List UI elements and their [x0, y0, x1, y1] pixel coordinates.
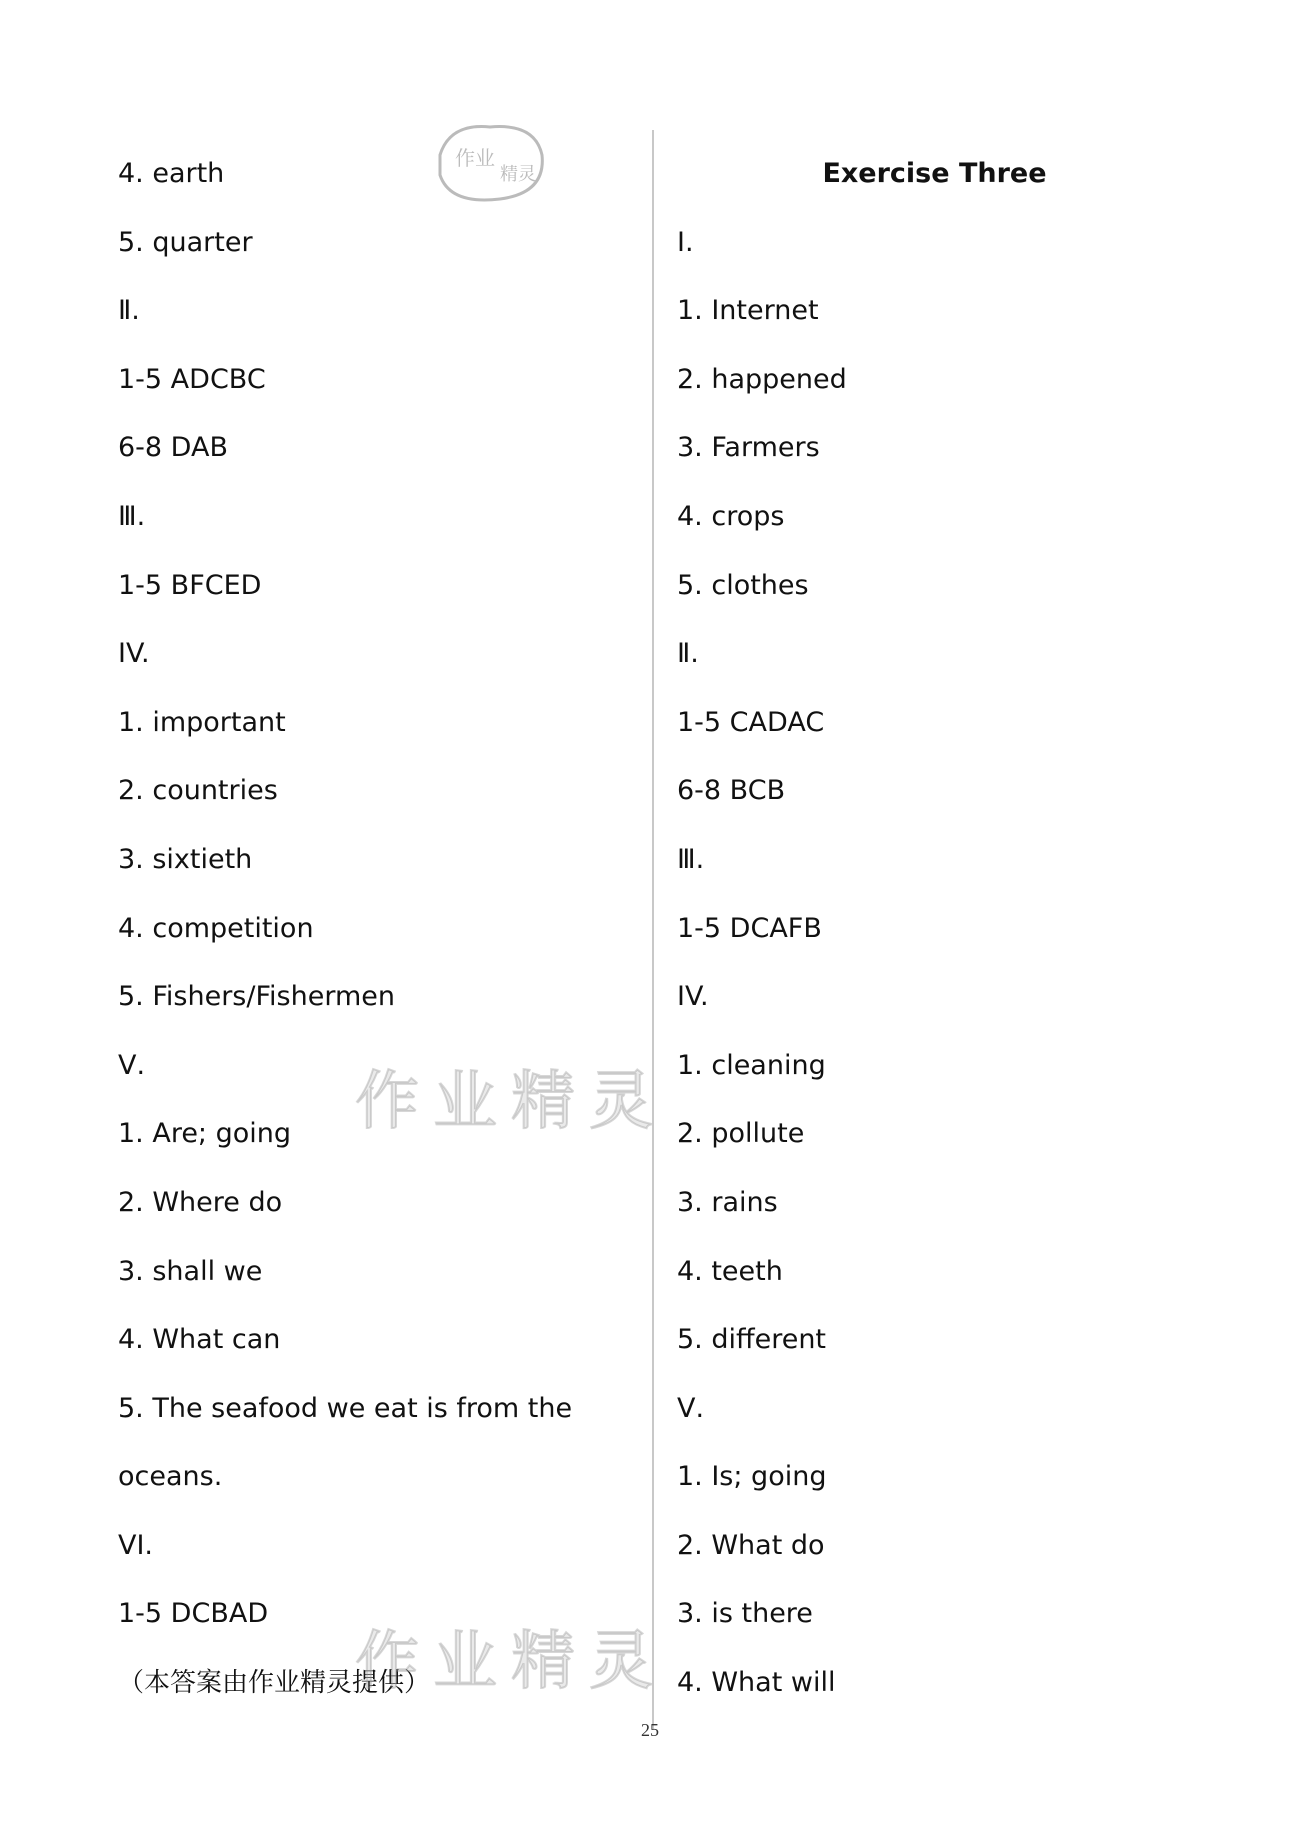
answer-line: 4. crops	[677, 500, 785, 532]
answer-line: 2. Where do	[118, 1186, 283, 1218]
answer-line: 1-5 DCBAD	[118, 1598, 269, 1630]
section-number: Ⅱ.	[118, 295, 140, 327]
left-answer-column	[118, 140, 638, 1718]
answer-line: 4. earth	[118, 158, 225, 189]
watermark-text: 作业精灵	[355, 1065, 667, 1139]
answer-line: 5. different	[677, 1324, 827, 1356]
column-divider	[652, 130, 654, 1730]
answer-line: 3. sixtieth	[118, 843, 253, 875]
source-note: （本答案由作业精灵提供）	[118, 1668, 431, 1699]
answer-line: 5. clothes	[677, 569, 809, 601]
section-number: Ⅰ.	[677, 226, 694, 258]
answer-line: 1. Are; going	[118, 1118, 292, 1150]
answer-line: 1. cleaning	[677, 1049, 826, 1081]
right-answer-column	[677, 140, 1197, 1718]
answer-line: 4. teeth	[677, 1255, 783, 1287]
answer-line: 4. What can	[118, 1324, 281, 1356]
page-number: 25	[641, 1720, 659, 1740]
section-number: Ⅱ.	[677, 638, 699, 670]
section-number: Ⅴ.	[118, 1049, 146, 1081]
answer-line: 1-5 ADCBC	[118, 363, 266, 395]
answer-line: 3. shall we	[118, 1255, 263, 1287]
answer-line: 1-5 DCAFB	[677, 912, 822, 944]
section-number: Ⅲ.	[118, 500, 146, 532]
answer-line: 5. quarter	[118, 226, 253, 258]
answer-line: 2. What do	[677, 1529, 825, 1561]
section-number: IV.	[118, 638, 150, 670]
answer-line: 1. Is; going	[677, 1461, 827, 1493]
section-number: Ⅲ.	[677, 843, 705, 875]
exercise-heading: Exercise Three	[822, 158, 1047, 189]
answer-line: 1. important	[118, 706, 286, 738]
svg-text:作业: 作业	[455, 146, 495, 170]
section-number: VI.	[118, 1529, 154, 1561]
section-number: Ⅴ.	[677, 1392, 705, 1424]
answer-line: 5. Fishers/Fishermen	[118, 981, 395, 1013]
answer-line: 3. Farmers	[677, 432, 820, 464]
answer-line: 2. pollute	[677, 1118, 805, 1150]
svg-text:精灵: 精灵	[500, 164, 536, 185]
answer-line: 2. happened	[677, 363, 847, 395]
answer-line: 1-5 BFCED	[118, 569, 262, 601]
answer-line: 3. rains	[677, 1186, 778, 1218]
answer-line: oceans.	[118, 1461, 223, 1493]
answer-line: 3. is there	[677, 1598, 813, 1630]
answer-line: 1. Internet	[677, 295, 819, 327]
answer-line: 5. The seafood we eat is from the	[118, 1392, 573, 1424]
answer-line: 2. countries	[118, 775, 278, 807]
answer-line: 1-5 CADAC	[677, 706, 825, 738]
answer-line: 4. What will	[677, 1667, 836, 1699]
answer-line: 6-8 BCB	[677, 775, 786, 807]
watermark-text: 作业精灵	[355, 1625, 667, 1699]
answer-line: 6-8 DAB	[118, 432, 228, 464]
section-number: IV.	[677, 981, 709, 1013]
answer-line: 4. competition	[118, 912, 314, 944]
